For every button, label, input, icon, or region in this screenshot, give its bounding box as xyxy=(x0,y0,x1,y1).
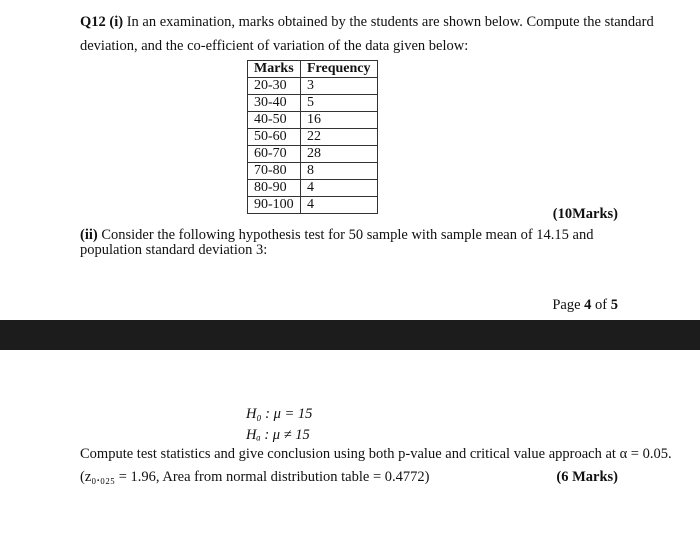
cell-marks: 70-80 xyxy=(248,163,301,180)
cell-marks: 40-50 xyxy=(248,112,301,129)
compute-instruction: Compute test statistics and give conclusion using both p-value and critical value approach at α = 0.05. xyxy=(80,446,672,462)
table-row xyxy=(248,78,378,95)
cell-marks: 60-70 xyxy=(248,146,301,163)
part-ii-body: Consider the following hypothesis test for 50 sample with sample mean of 14.15 and population standard deviation 3: xyxy=(80,227,594,258)
cell-frequency: 16 xyxy=(301,112,378,129)
page-total: 5 xyxy=(610,297,618,313)
table-header-row xyxy=(248,61,378,78)
question-number: Q12 (i) xyxy=(80,14,124,30)
table-row xyxy=(248,163,378,180)
cell-frequency: 28 xyxy=(301,146,378,163)
document-page-bottom xyxy=(0,350,700,540)
header-frequency: Frequency xyxy=(301,61,378,78)
alternative-hypothesis: Hₐ : μ ≠ 15 xyxy=(246,427,310,443)
table-row xyxy=(248,180,378,197)
table-row xyxy=(248,95,378,112)
question-line-2: deviation, and the co-efficient of variation of the data given below: xyxy=(80,38,469,54)
cell-frequency: 4 xyxy=(301,197,378,214)
page-prefix: Page xyxy=(552,297,585,313)
marks-label-part-ii: (6 Marks) xyxy=(556,469,618,485)
table-row xyxy=(248,197,378,214)
cell-frequency: 8 xyxy=(301,163,378,180)
cell-marks: 20-30 xyxy=(248,78,301,95)
given-values: (z₀.₀₂₅ = 1.96, Area from normal distribution table = 0.4772) xyxy=(80,469,430,485)
cell-frequency: 22 xyxy=(301,129,378,146)
cell-frequency: 4 xyxy=(301,180,378,197)
page-number xyxy=(552,296,618,314)
part-ii-label: (ii) xyxy=(80,227,98,243)
part-ii-text xyxy=(80,228,625,258)
cell-marks: 30-40 xyxy=(248,95,301,112)
cell-frequency: 3 xyxy=(301,78,378,95)
cell-frequency: 5 xyxy=(301,95,378,112)
header-marks: Marks xyxy=(248,61,301,78)
table-row xyxy=(248,112,378,129)
cell-marks: 80-90 xyxy=(248,180,301,197)
page-mid: of xyxy=(591,297,611,313)
table-row xyxy=(248,129,378,146)
frequency-table xyxy=(247,60,378,214)
marks-label-part-i: (10Marks) xyxy=(552,206,618,222)
table-row xyxy=(248,146,378,163)
null-hypothesis: H₀ : μ = 15 xyxy=(246,406,313,422)
question-text-line1: In an examination, marks obtained by the students are shown below. Compute the standard xyxy=(123,14,654,30)
cell-marks: 90-100 xyxy=(248,197,301,214)
cell-marks: 50-60 xyxy=(248,129,301,146)
page-current: 4 xyxy=(584,297,592,313)
question-line-1 xyxy=(80,13,654,31)
